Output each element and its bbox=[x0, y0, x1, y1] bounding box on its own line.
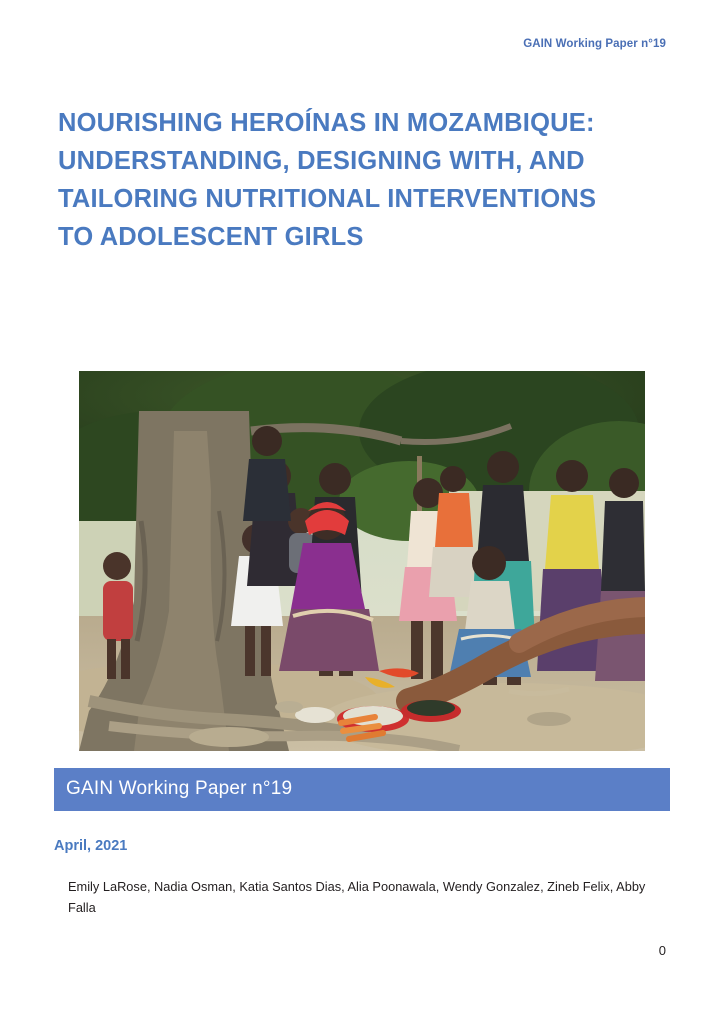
band-label: GAIN Working Paper n°19 bbox=[66, 778, 293, 799]
header-reference: GAIN Working Paper n°19 bbox=[523, 38, 666, 50]
cover-photo bbox=[79, 371, 645, 751]
publication-date: April, 2021 bbox=[54, 838, 128, 854]
author-list: Emily LaRose, Nadia Osman, Katia Santos Dias, Alia Poonawala, Wendy Gonzalez, Zineb Felix, Abby Falla bbox=[68, 879, 646, 916]
cover-photo-illustration bbox=[79, 371, 645, 751]
page-number: 0 bbox=[658, 943, 666, 958]
page-title: NOURISHING HEROÍNAS IN MOZAMBIQUE: UNDERSTANDING, DESIGNING WITH, AND TAILORING NUTRITIONAL INTERVENTIONS TO ADOLESCENT GIRLS bbox=[58, 109, 597, 252]
